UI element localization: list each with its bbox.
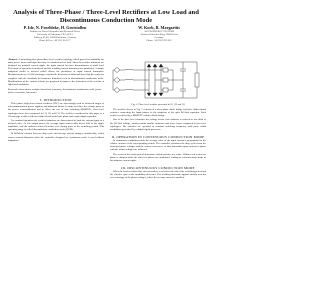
affiliation-line: ASCOM ENERGY SYSTEMS xyxy=(143,30,175,33)
paragraph: Due to the three-level structure the voltage across each inductor is reduced to one third of the DC-link voltage, which permits smaller inductors and lower losses compared to two-level topologies. The switches are operated at constant switching frequency with pulse width modulation generated by a digital signal processor. xyxy=(110,118,206,131)
affiliation-line: Phone & Fax: +49 5251 60 5177 xyxy=(39,38,71,42)
paragraph: The rectifier shown in Fig. 1 consists of a three-phase diode bridge and three bidirectional switches connecting the input phases to the midpoint of the split DC-link capacitor. Each switch is realized by a MOSFET within a diode bridge. xyxy=(110,108,206,118)
title-line-1: Analysis of Three-Phase / Three-Level Rectifiers at Low Load and xyxy=(13,9,199,16)
keywords: Keywords: three-phase rectifier, three-level converter, discontinuous conduction mode, power factor correction, harmonics xyxy=(8,87,102,94)
author-block-left xyxy=(14,25,96,43)
paper-title xyxy=(8,9,204,24)
title-line-2: Discontinuous Conduction Mode xyxy=(59,16,153,24)
paragraph: The sector of the mains period determines which switches are active. Within each sector one phase is clamped while the other two phases are modulated, leading to a characteristic shape of the inductor current ripple. xyxy=(110,152,206,162)
affiliation-right xyxy=(118,31,200,43)
abstract xyxy=(8,58,104,86)
introduction-text xyxy=(8,102,104,142)
abstract-text: A promising three-phase/three-level rectifier topology which proved its suitability for unity power factor and high efficiency is examined at low load. Since the rectifier inductors are designed for nominal current ripple, the input current becomes discontinuous at small load. This mode of operation is analyzed and the resulting current distortions are quantified. A simple analytical model is derived which allows the prediction of input current harmonics. Measurements on a 10 kW prototype confirm the theoretical results and show that the converter complies with the standards for harmonic distortion even in discontinuous conduction mode. Modifications of the control scheme are proposed to improve the behaviour of the rectifier at light load conditions. xyxy=(8,58,104,86)
section-title-ccm: II. OPERATION IN CONTINUOUS CONDUCTION MODE xyxy=(111,134,205,139)
affiliation-left xyxy=(14,31,96,43)
paragraph: In continuous conduction mode the average value of the input current is proportional to the relative on-time of the corresponding switch. The controller calculates the duty cycles from the measured phase voltages and the current references, so that sinusoidal input currents in phase with the mains voltages are achieved. xyxy=(110,139,206,152)
affiliation-line: Phone: +49 2921 997-362 xyxy=(146,38,172,42)
affiliation-line: Siemens-Schwester-Ring, 59494 Soest xyxy=(140,32,178,36)
affiliation-line: University of Paderborn, FB-14 LEA xyxy=(37,32,73,36)
section-title-introduction: I. INTRODUCTION xyxy=(40,98,72,103)
paragraph: In DCM the relation between duty cycle and average current changes considerably, which causes current distortion when the controller designed for continuous mode is used without adaptation. xyxy=(8,132,104,142)
figure-caption: Fig. 1: Three-level rectifier presented in [1], [2] and [3] xyxy=(131,103,185,106)
right-column-text xyxy=(110,108,206,131)
section-title-dcm: III. DISCONTINUOUS CONDUCTION MODE xyxy=(121,165,195,170)
affiliation-line: Institute for Power Electronics and Electrical Drives xyxy=(29,30,81,33)
dcm-text xyxy=(110,170,206,179)
right-column xyxy=(110,58,206,181)
paragraph: Three-phase high power factor rectifiers (PFC) are increasingly used as front-end stages of telecommunication power supplies and industrial drives. In order to reduce the voltage stress of the power semiconductors and to allow the use of fast switching MOSFETs, three-level topologies have been proposed in [1], [2] and [3]. The rectifier considered in this paper is a Vienna-type rectifier with one bidirectional switch per phase and a split output capacitor. xyxy=(8,102,104,118)
paragraph: When the load is reduced the current reaches zero before the end of the switching period and the effective gain of the modulator decreases. The resulting distortion appears mainly near the zero crossings of the phase voltages, where the average current is smallest. xyxy=(110,170,206,180)
ccm-text xyxy=(110,139,206,162)
left-column xyxy=(8,58,104,143)
author-names-right: W. Korb, B. Margaritis xyxy=(138,25,180,30)
paragraph: For nominal operation the rectifier inductors are dimensioned to limit the current ripple to a defined value. At low output power the average input current falls below half of the ripple amplitude, and the inductor current becomes zero during parts of the switching period. This operating range is called discontinuous conduction mode (DCM). xyxy=(8,118,104,132)
affiliation-line: Germany xyxy=(154,35,164,39)
rectifier-circuit-diagram xyxy=(111,58,205,102)
affiliation-line: Pohlweg 47-49, 33098 Paderborn, Germany xyxy=(33,35,77,39)
author-block-right xyxy=(118,25,200,43)
author-names-left: P. Ide, N. Froehleke, H. Grotstollen xyxy=(23,25,87,30)
abstract-label: Abstract– xyxy=(8,58,18,61)
circuit-figure xyxy=(111,58,205,102)
